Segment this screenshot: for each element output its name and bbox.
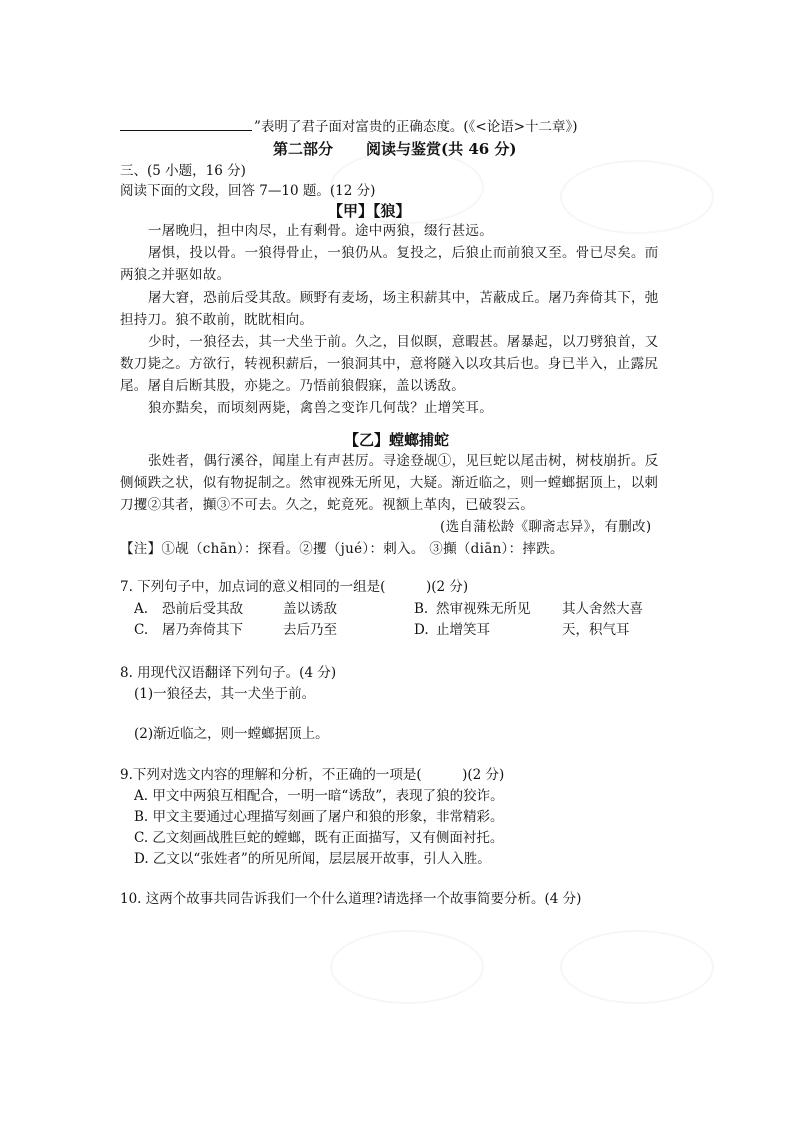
option-text: 去后乃至	[283, 622, 337, 638]
option-letter: D.	[414, 622, 429, 638]
question-8-item: (2)渐近临之，则一螳螂据顶上。	[134, 726, 329, 742]
question-9-option: A. 甲文中两狼互相配合，一明一暗“诱敌”，表现了狼的狡诈。	[134, 788, 504, 804]
passage-line: 张姓者，偶行溪谷，闻崖上有声甚厉。寻途登觇①，见巨蛇以尾击树，树枝崩折。反	[148, 453, 659, 469]
passage-line: 侧倾跌之状，似有物捉制之。然审视殊无所见，大疑。渐近临之，则一螳螂据顶上，以刺	[120, 475, 659, 491]
question-9-option: D. 乙文以“张姓者”的所见所闻，层层展开故事，引人入胜。	[134, 851, 491, 867]
option-letter: C.	[134, 622, 149, 638]
answer-blank[interactable]	[120, 130, 252, 131]
option-text: 盖以诱敌	[283, 601, 337, 617]
watermark	[330, 930, 484, 1004]
option-letter: A.	[134, 601, 149, 617]
passage-line: 狼亦黠矣，而顷刻两毙，禽兽之变诈几何哉？止增笑耳。	[148, 400, 493, 416]
quote-tail: ”表明了君子面对富贵的正确态度。(《<论语>十二章》)	[254, 119, 578, 135]
watermark	[560, 930, 714, 1004]
passage-notes: 【注】①觇（chān）：探看。②攫（jué）：刺入。 ③攧（diān）：摔跌。	[120, 541, 564, 557]
option-text: 其人舍然大喜	[562, 601, 643, 617]
option-text: 恐前后受其敌	[162, 601, 243, 617]
part-title: 第二部分	[273, 140, 334, 158]
passage-line: 两狼之并驱如故。	[120, 267, 231, 283]
question-9-stem: 9.下列对选文内容的理解和分析，不正确的一项是( )(2 分)	[120, 767, 505, 783]
passage-line: 尾。屠自后断其股，亦毙之。乃悟前狼假寐，盖以诱敌。	[120, 378, 465, 394]
passage-a-title: 【甲】【狼】	[328, 202, 411, 220]
question-8-stem: 8. 用现代汉语翻译下列句子。(4 分)	[120, 665, 337, 681]
passage-line: 屠大窘，恐前后受其敌。顾野有麦场，场主积薪其中，苫蔽成丘。屠乃奔倚其下，弛	[148, 290, 659, 306]
passage-line: 屠惧，投以骨。一狼得骨止，一狼仍从。复投之，后狼止而前狼又至。骨已尽矣。而	[148, 245, 659, 261]
option-text: 天，积气耳	[562, 622, 630, 638]
passage-line: 数刀毙之。方欲行，转视积薪后，一狼洞其中，意将隧入以攻其后也。身已半入，止露尻	[120, 356, 659, 372]
passage-line: 一屠晚归，担中肉尽，止有剩骨。途中两狼，缀行甚远。	[148, 223, 493, 239]
part-subtitle: 阅读与鉴赏(共 46 分)	[366, 140, 517, 158]
section-instruction: 阅读下面的文段，回答 7—10 题。(12 分)	[120, 183, 376, 199]
option-text: 然审视殊无所见	[436, 601, 531, 617]
option-text: 止增笑耳	[436, 622, 490, 638]
passage-source: (选自蒲松龄《聊斋志异》，有删改)	[440, 519, 652, 535]
passage-line: 刀攫②其者，攧③不可去。久之，蛇竟死。视额上革肉，已破裂云。	[120, 497, 534, 513]
watermark	[560, 160, 714, 234]
passage-line: 担持刀。狼不敢前，眈眈相向。	[120, 312, 314, 328]
option-text: 屠乃奔倚其下	[162, 622, 243, 638]
passage-b-title: 【乙】螳螂捕蛇	[344, 431, 450, 449]
question-9-option: C. 乙文刻画战胜巨蛇的螳螂，既有正面描写，又有侧面衬托。	[134, 830, 504, 846]
question-8-item: (1)一狼径去，其一犬坐于前。	[134, 686, 316, 702]
option-letter: B.	[414, 601, 429, 617]
question-9-option: B. 甲文主要通过心理描写刻画了屠户和狼的形象，非常精彩。	[134, 809, 504, 825]
question-10-stem: 10. 这两个故事共同告诉我们一个什么道理?请选择一个故事简要分析。(4 分)	[120, 891, 582, 907]
section-header: 三、(5 小题，16 分)	[120, 163, 246, 179]
passage-line: 少时，一狼径去，其一犬坐于前。久之，目似瞑，意暇甚。屠暴起，以刀劈狼首，又	[148, 334, 659, 350]
question-7-stem: 7. 下列句子中，加点词的意义相同的一组是( )(2 分)	[120, 579, 469, 595]
